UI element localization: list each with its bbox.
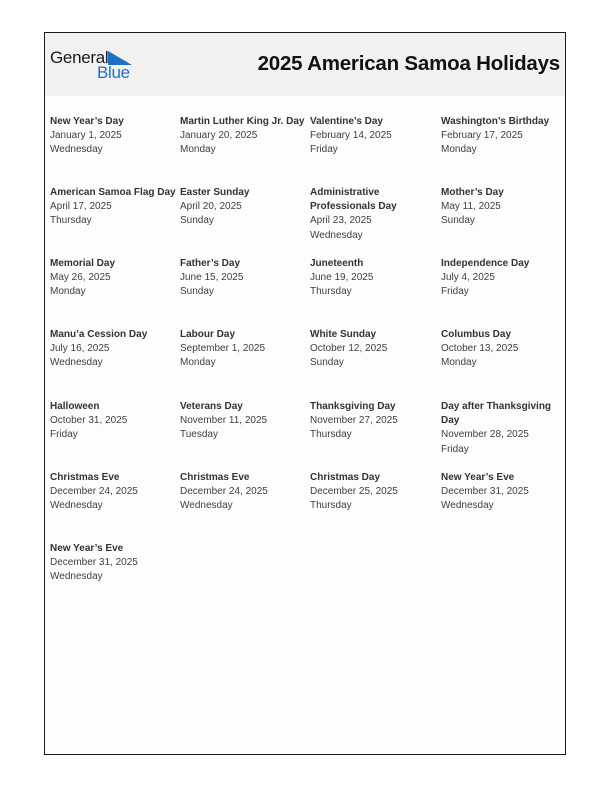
holiday-entry bbox=[50, 328, 178, 371]
holiday-entry bbox=[310, 186, 438, 243]
holiday-weekday: Monday bbox=[441, 144, 477, 156]
holiday-name: Christmas Eve bbox=[180, 472, 250, 483]
holiday-date: December 24, 2025 bbox=[50, 486, 138, 498]
holiday-entry bbox=[310, 257, 438, 300]
holiday-name: Memorial Day bbox=[50, 258, 116, 269]
holiday-date: May 26, 2025 bbox=[50, 272, 111, 284]
holiday-weekday: Wednesday bbox=[50, 144, 103, 156]
holiday-date: February 17, 2025 bbox=[441, 130, 523, 142]
holiday-weekday: Wednesday bbox=[310, 229, 363, 241]
holiday-weekday: Friday bbox=[441, 443, 469, 455]
holiday-weekday: Wednesday bbox=[50, 500, 103, 512]
holiday-entry bbox=[441, 257, 569, 300]
holiday-date: November 11, 2025 bbox=[180, 415, 268, 427]
holiday-weekday: Wednesday bbox=[50, 357, 103, 369]
holiday-date: January 1, 2025 bbox=[50, 130, 122, 142]
holiday-weekday: Thursday bbox=[310, 500, 352, 512]
holiday-name: Day after Thanksgiving Day bbox=[441, 401, 552, 427]
holiday-date: December 24, 2025 bbox=[180, 486, 268, 498]
holiday-name: Labour Day bbox=[180, 329, 236, 340]
holiday-date: December 31, 2025 bbox=[50, 557, 138, 569]
holiday-weekday: Monday bbox=[180, 144, 216, 156]
holiday-date: December 31, 2025 bbox=[441, 486, 529, 498]
holiday-entry bbox=[50, 471, 178, 514]
holiday-entry bbox=[180, 115, 308, 158]
holiday-name: Columbus Day bbox=[441, 329, 512, 340]
holiday-weekday: Thursday bbox=[310, 286, 352, 298]
holiday-entry bbox=[441, 328, 569, 371]
holiday-date: June 19, 2025 bbox=[310, 272, 374, 284]
holiday-entry bbox=[180, 328, 308, 371]
holiday-weekday: Wednesday bbox=[180, 500, 233, 512]
holiday-entry bbox=[50, 257, 178, 300]
holiday-name: Martin Luther King Jr. Day bbox=[180, 116, 305, 127]
holiday-name: Washington’s Birthday bbox=[441, 116, 550, 127]
holiday-weekday: Sunday bbox=[310, 357, 344, 369]
holiday-date: June 15, 2025 bbox=[180, 272, 244, 284]
holiday-name: Easter Sunday bbox=[180, 187, 250, 198]
logo-text-general: General bbox=[50, 48, 109, 67]
holiday-date: September 1, 2025 bbox=[180, 343, 266, 355]
holiday-date: October 13, 2025 bbox=[441, 343, 519, 355]
holiday-entry bbox=[50, 542, 178, 585]
holiday-name: Manu’a Cession Day bbox=[50, 329, 148, 340]
holiday-entry bbox=[441, 400, 569, 457]
holiday-name: American Samoa Flag Day bbox=[50, 187, 176, 198]
holiday-name: Halloween bbox=[50, 401, 100, 412]
holiday-weekday: Monday bbox=[441, 357, 477, 369]
page-title: 2025 American Samoa Holidays bbox=[257, 52, 560, 75]
holiday-name: Juneteenth bbox=[310, 258, 364, 269]
holiday-weekday: Tuesday bbox=[180, 429, 218, 441]
holiday-weekday: Friday bbox=[441, 286, 469, 298]
holiday-name: White Sunday bbox=[310, 329, 377, 340]
holiday-entry bbox=[180, 257, 308, 300]
holiday-weekday: Friday bbox=[310, 144, 338, 156]
holiday-name: New Year’s Eve bbox=[50, 543, 124, 554]
holiday-date: February 14, 2025 bbox=[310, 130, 392, 142]
holiday-name: Valentine’s Day bbox=[310, 116, 383, 127]
holiday-weekday: Thursday bbox=[50, 215, 92, 227]
holiday-weekday: Wednesday bbox=[441, 500, 494, 512]
holiday-name: Thanksgiving Day bbox=[310, 401, 396, 412]
holiday-entry bbox=[180, 400, 308, 443]
holiday-weekday: Wednesday bbox=[50, 571, 103, 583]
holiday-entry bbox=[441, 115, 569, 158]
holiday-entry bbox=[180, 471, 308, 514]
holiday-entry bbox=[310, 471, 438, 514]
holiday-name: Independence Day bbox=[441, 258, 530, 269]
holiday-date: November 27, 2025 bbox=[310, 415, 398, 427]
holiday-date: October 12, 2025 bbox=[310, 343, 388, 355]
holiday-name: Veterans Day bbox=[180, 401, 243, 412]
holiday-weekday: Monday bbox=[180, 357, 216, 369]
holiday-weekday: Sunday bbox=[180, 215, 214, 227]
holiday-date: October 31, 2025 bbox=[50, 415, 128, 427]
holiday-weekday: Sunday bbox=[180, 286, 214, 298]
holiday-date: April 17, 2025 bbox=[50, 201, 112, 213]
holiday-entry bbox=[310, 400, 438, 443]
holiday-name: Christmas Day bbox=[310, 472, 381, 483]
holiday-weekday: Friday bbox=[50, 429, 78, 441]
holiday-date: April 20, 2025 bbox=[180, 201, 242, 213]
holiday-date: January 20, 2025 bbox=[180, 130, 258, 142]
holiday-date: July 4, 2025 bbox=[441, 272, 495, 284]
page-header bbox=[45, 33, 565, 96]
holiday-name: Christmas Eve bbox=[50, 472, 120, 483]
holiday-date: November 28, 2025 bbox=[441, 429, 529, 441]
holiday-entry bbox=[50, 186, 178, 229]
generalblue-logo bbox=[50, 48, 140, 84]
holiday-entry bbox=[310, 115, 438, 158]
calendar-page bbox=[44, 32, 566, 755]
holiday-date: May 11, 2025 bbox=[441, 201, 501, 213]
holiday-entry bbox=[50, 115, 178, 158]
logo-text-blue: Blue bbox=[97, 63, 130, 82]
holiday-entry bbox=[441, 186, 569, 229]
holiday-name: New Year’s Eve bbox=[441, 472, 515, 483]
holiday-entry bbox=[310, 328, 438, 371]
holiday-entry bbox=[50, 400, 178, 443]
holiday-date: December 25, 2025 bbox=[310, 486, 398, 498]
holiday-entry bbox=[180, 186, 308, 229]
holiday-entry bbox=[441, 471, 569, 514]
holiday-date: July 16, 2025 bbox=[50, 343, 110, 355]
holiday-weekday: Thursday bbox=[310, 429, 352, 441]
holiday-name: Administrative Professionals Day bbox=[310, 187, 397, 213]
holiday-weekday: Sunday bbox=[441, 215, 475, 227]
holiday-name: Father’s Day bbox=[180, 258, 241, 269]
holiday-name: New Year’s Day bbox=[50, 116, 124, 127]
holiday-weekday: Monday bbox=[50, 286, 86, 298]
holiday-name: Mother’s Day bbox=[441, 187, 504, 198]
holiday-date: April 23, 2025 bbox=[310, 215, 372, 227]
